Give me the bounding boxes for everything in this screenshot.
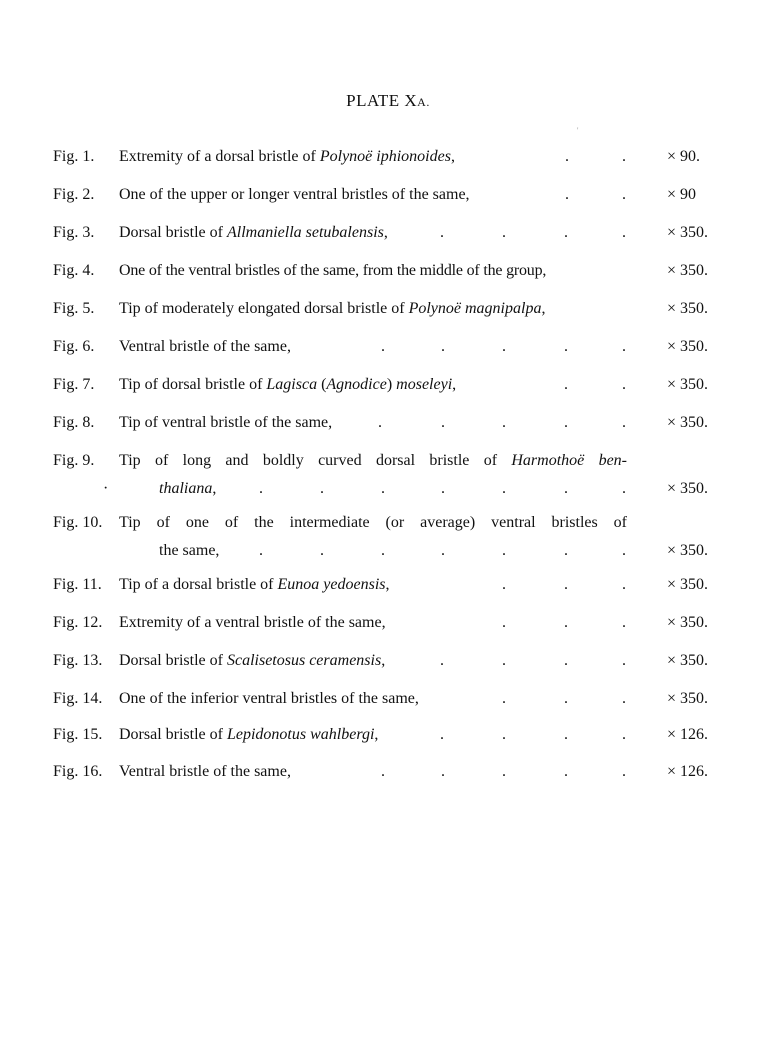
species-name: Scalisetosus ceramensis [226,652,382,669]
leader-dot: . [441,542,445,559]
description-text: , [541,300,546,317]
magnification: × 350. [667,542,709,559]
magnification: × 126. [667,763,709,780]
description-text: Dorsal bristle of [119,224,227,241]
magnification: × 126. [667,726,709,743]
description-text: Tip of moderately elongated dorsal bristle of [119,300,409,317]
figure-description [119,758,639,786]
magnification: × 350. [667,414,709,431]
leader-dot: . [622,763,626,780]
species-name: Polynoë iphionoides [319,148,451,165]
leader-dot: . [622,542,626,559]
figure-description [119,609,639,637]
description-text: Tip of a dorsal bristle of [119,576,278,593]
description-text: the same, [159,542,220,559]
species-name: Harmothoë ben- [511,452,628,469]
figure-description [119,647,639,675]
leader-dot: . [502,726,506,743]
leader-dot: . [622,414,626,431]
description-text: Dorsal bristle of [119,726,227,743]
magnification: × 350. [667,262,709,279]
leader-dot: . [564,542,568,559]
leader-dot: . [565,148,569,165]
leader-dot: . [441,763,445,780]
figure-number: Fig. 2. [53,186,95,203]
magnification: × 350. [667,690,709,707]
description-text: , [381,652,386,669]
description-text: , [383,224,388,241]
magnification: × 90 [667,186,697,203]
figure-number: Fig. 11. [53,576,102,593]
species-name: thaliana [159,480,213,497]
figure-description [119,685,639,713]
leader-dot: . [564,726,568,743]
description-text: One of the upper or longer ventral bristles of the same, [119,186,470,203]
stray-mark: ' [577,126,579,135]
leader-dot: . [622,376,626,393]
leader-dot: · [103,480,109,497]
figure-description [119,721,639,749]
leader-dot: . [564,224,568,241]
leader-dot: . [259,542,263,559]
leader-dot: . [622,652,626,669]
description-text: Tip of long and boldly curved dorsal bristle of [119,452,512,469]
magnification: × 350. [667,338,709,355]
leader-dot: . [622,186,626,203]
figure-description-continued [159,537,219,565]
figure-description [119,295,639,323]
leader-dot: . [622,690,626,707]
description-text: One of the ventral bristles of the same, from the middle of the group, [119,262,547,279]
species-name: Allmaniella setubalensis [226,224,384,241]
leader-dot: . [564,763,568,780]
figure-number: Fig. 8. [53,414,95,431]
figure-number: Fig. 13. [53,652,103,669]
description-text: , [385,576,390,593]
magnification: × 350. [667,652,709,669]
description-text: , [212,480,217,497]
leader-dot: . [502,652,506,669]
figure-description [119,447,627,475]
figure-number: Fig. 10. [53,514,103,531]
magnification: × 350. [667,224,709,241]
description-text: Extremity of a ventral bristle of the same, [119,614,386,631]
leader-dot: . [381,542,385,559]
leader-dot: . [502,480,506,497]
figure-number: Fig. 6. [53,338,95,355]
description-text: Tip of ventral bristle of the same, [119,414,333,431]
description-text: ( [317,376,327,393]
leader-dot: . [440,224,444,241]
description-text: ) [386,376,397,393]
description-text: Tip of dorsal bristle of [119,376,267,393]
figure-description [119,143,639,171]
description-text: One of the inferior ventral bristles of the same, [119,690,419,707]
figure-description [119,219,639,247]
figure-description [119,571,639,599]
leader-dot: . [441,338,445,355]
leader-dot: . [502,542,506,559]
leader-dot: . [564,652,568,669]
leader-dot: . [502,576,506,593]
leader-dot: . [564,480,568,497]
figure-number: Fig. 1. [53,148,95,165]
leader-dot: . [502,224,506,241]
figure-number: Fig. 3. [53,224,95,241]
magnification: × 350. [667,614,709,631]
figure-description-continued [159,475,216,503]
species-name: Polynoë magnipalpa [408,300,542,317]
description-text: Ventral bristle of the same, [119,763,291,780]
leader-dot: . [502,690,506,707]
species-name: Lagisca [266,376,318,393]
description-text: Extremity of a dorsal bristle of [119,148,320,165]
leader-dot: . [622,224,626,241]
description-text: Tip of one of the intermediate (or average) ventral bristles of [119,514,627,531]
leader-dot: . [502,614,506,631]
figure-number: Fig. 7. [53,376,95,393]
leader-dot: . [320,480,324,497]
description-text: , [452,376,457,393]
figure-number: Fig. 4. [53,262,95,279]
species-name: moseleyi [396,376,453,393]
figure-description [119,509,627,537]
leader-dot: . [502,414,506,431]
leader-dot: . [441,414,445,431]
leader-dot: . [502,763,506,780]
leader-dot: . [441,480,445,497]
leader-dot: . [564,690,568,707]
leader-dot: . [622,726,626,743]
description-text: Ventral bristle of the same, [119,338,291,355]
leader-dot: . [320,542,324,559]
leader-dot: . [381,338,385,355]
leader-dot: . [622,614,626,631]
plate-title-main: PLATE X [346,91,418,110]
leader-dot: . [622,148,626,165]
species-name: Agnodice [326,376,387,393]
leader-dot: . [440,726,444,743]
leader-dot: . [440,652,444,669]
leader-dot: . [564,576,568,593]
figure-number: Fig. 9. [53,452,95,469]
magnification: × 350. [667,376,709,393]
description-text: , [450,148,455,165]
magnification: × 350. [667,480,709,497]
figure-description [119,257,639,285]
description-text: Dorsal bristle of [119,652,227,669]
magnification: × 350. [667,576,709,593]
leader-dot: . [564,338,568,355]
figure-number: Fig. 5. [53,300,95,317]
leader-dot: . [378,414,382,431]
magnification: × 350. [667,300,709,317]
figure-number: Fig. 14. [53,690,103,707]
species-name: Eunoa yedoensis [277,576,386,593]
description-text: , [374,726,379,743]
magnification: × 90. [667,148,701,165]
leader-dot: . [502,338,506,355]
leader-dot: . [564,614,568,631]
leader-dot: . [564,414,568,431]
leader-dot: . [565,186,569,203]
leader-dot: . [381,763,385,780]
figure-description [119,371,639,399]
leader-dot: . [564,376,568,393]
figure-number: Fig. 16. [53,763,103,780]
leader-dot: . [381,480,385,497]
figure-number: Fig. 12. [53,614,103,631]
figure-number: Fig. 15. [53,726,103,743]
leader-dot: . [622,576,626,593]
plate-title-suffix: A. [417,95,430,109]
leader-dot: . [622,480,626,497]
leader-dot: . [622,338,626,355]
leader-dot: . [259,480,263,497]
figure-description [119,333,639,361]
species-name: Lepidonotus wahlbergi [226,726,375,743]
figure-description [119,181,639,209]
